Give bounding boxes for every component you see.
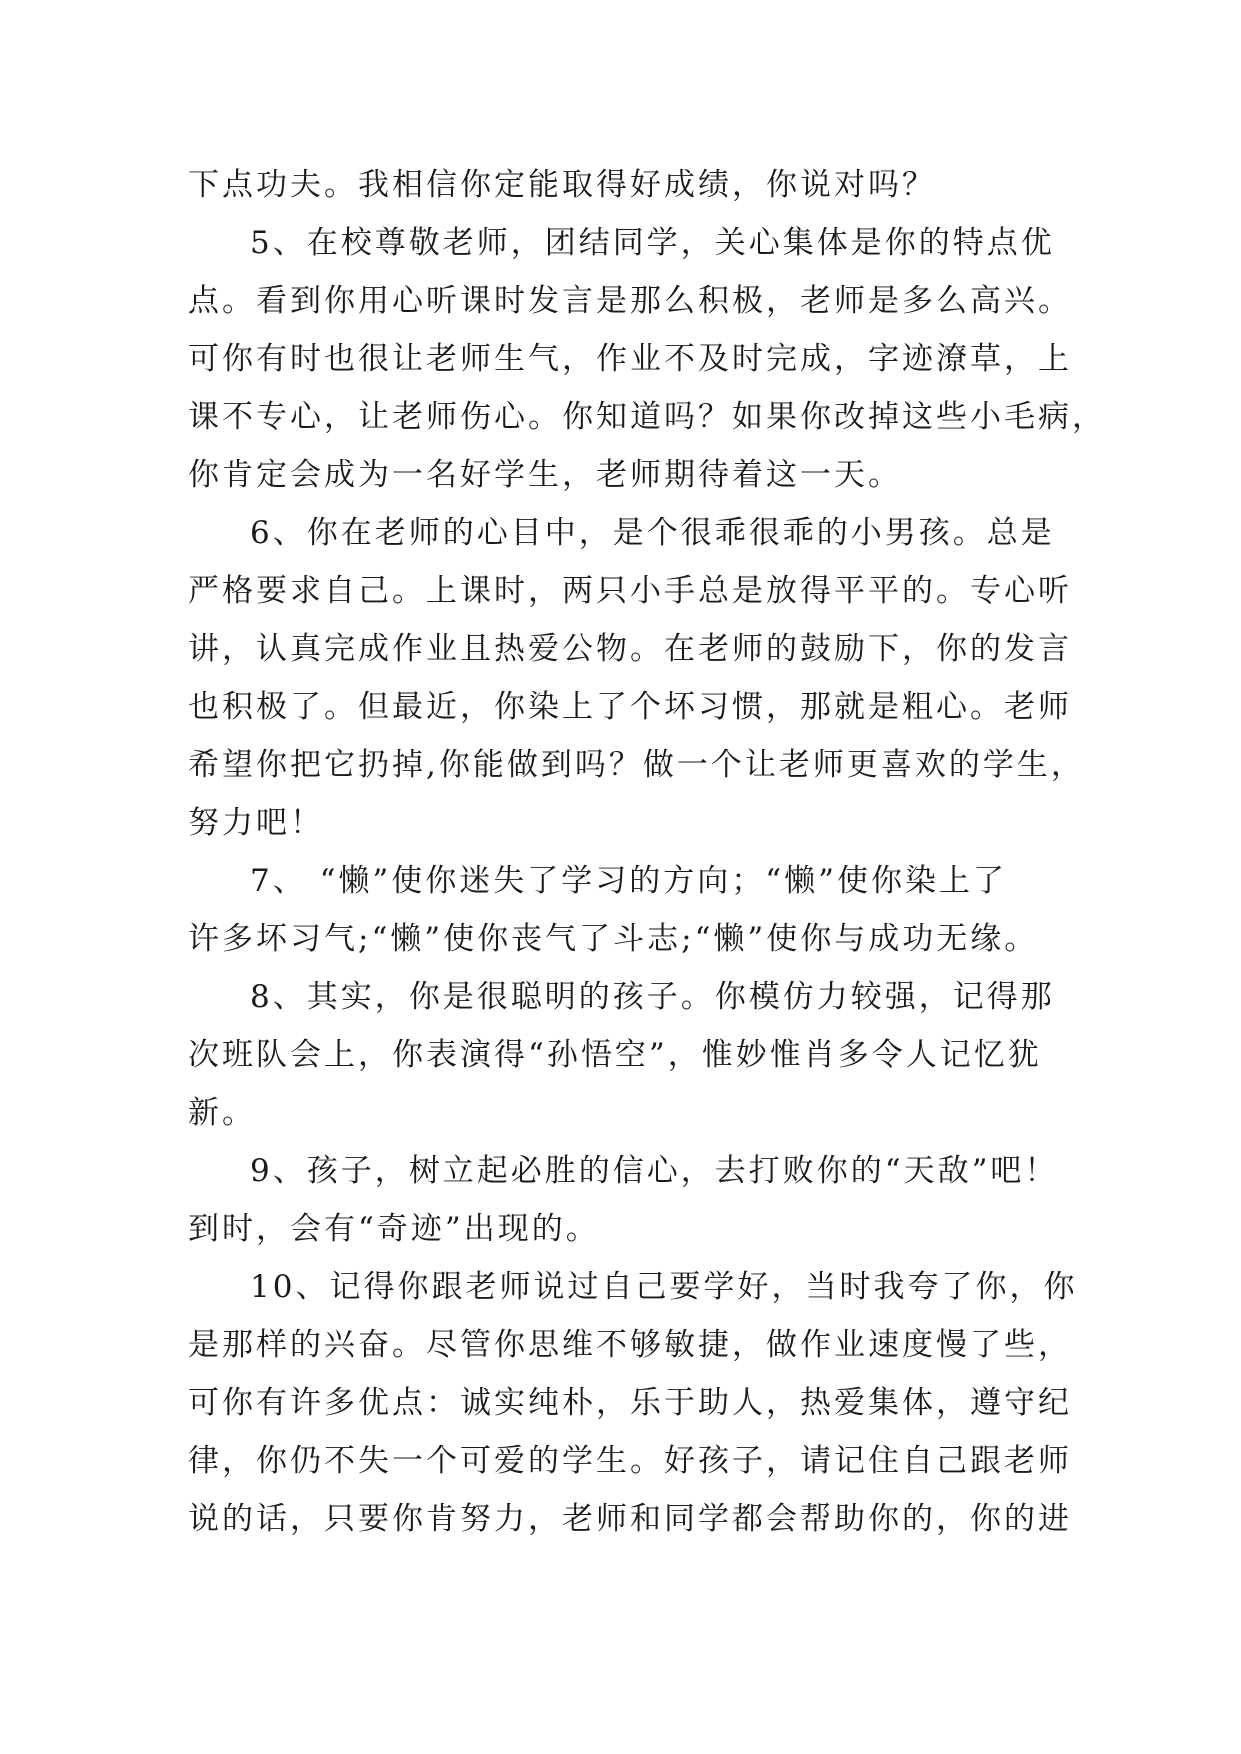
text-line: 也积极了。但最近，你染上了个坏习惯，那就是粗心。老师 [188, 689, 1072, 725]
text-line: 可你有许多优点：诚实纯朴，乐于助人，热爱集体，遵守纪 [188, 1385, 1072, 1421]
text-line: 8、其实，你是很聪明的孩子。你模仿力较强，记得那 [250, 979, 1055, 1015]
text-line: 说的话，只要你肯努力，老师和同学都会帮助你的，你的进 [188, 1501, 1072, 1537]
text-line: 5、在校尊敬老师，团结同学，关心集体是你的特点优 [250, 225, 1055, 261]
text-line: 严格要求自己。上课时，两只小手总是放得平平的。专心听 [188, 573, 1072, 609]
text-line: 努力吧！ [188, 805, 324, 841]
text-line: 许多坏习气;“懒”使你丧气了斗志;“懒”使你与成功无缘。 [188, 921, 1039, 957]
text-line: 9、孩子，树立起必胜的信心，去打败你的“天敌”吧！ [250, 1153, 1059, 1189]
document-body [188, 156, 1106, 1548]
text-line: 课不专心，让老师伤心。你知道吗？如果你改掉这些小毛病， [188, 399, 1106, 435]
text-line: 到时，会有“奇迹”出现的。 [188, 1211, 600, 1247]
text-line: 你肯定会成为一名好学生，老师期待着这一天。 [188, 457, 902, 493]
text-line: 10、记得你跟老师说过自己要学好，当时我夸了你，你 [250, 1269, 1078, 1305]
text-line: 是那样的兴奋。尽管你思维不够敏捷，做作业速度慢了些， [188, 1327, 1072, 1363]
text-line: 6、你在老师的心目中，是个很乖很乖的小男孩。总是 [250, 515, 1055, 551]
text-line: 新。 [188, 1095, 256, 1131]
text-line: 7、 “懒”使你迷失了学习的方向；“懒”使你染上了 [250, 863, 1007, 899]
text-line: 点。看到你用心听课时发言是那么积极，老师是多么高兴。 [188, 283, 1072, 319]
text-line: 可你有时也很让老师生气，作业不及时完成，字迹潦草，上 [188, 341, 1072, 377]
text-line: 次班队会上，你表演得“孙悟空”，惟妙惟肖多令人记忆犹 [188, 1037, 1042, 1073]
text-line: 律，你仍不失一个可爱的学生。好孩子，请记住自己跟老师 [188, 1443, 1072, 1479]
text-line: 希望你把它扔掉,你能做到吗？做一个让老师更喜欢的学生， [188, 747, 1085, 783]
text-line: 讲，认真完成作业且热爱公物。在老师的鼓励下，你的发言 [188, 631, 1072, 667]
text-line: 下点功夫。我相信你定能取得好成绩，你说对吗？ [188, 167, 936, 203]
